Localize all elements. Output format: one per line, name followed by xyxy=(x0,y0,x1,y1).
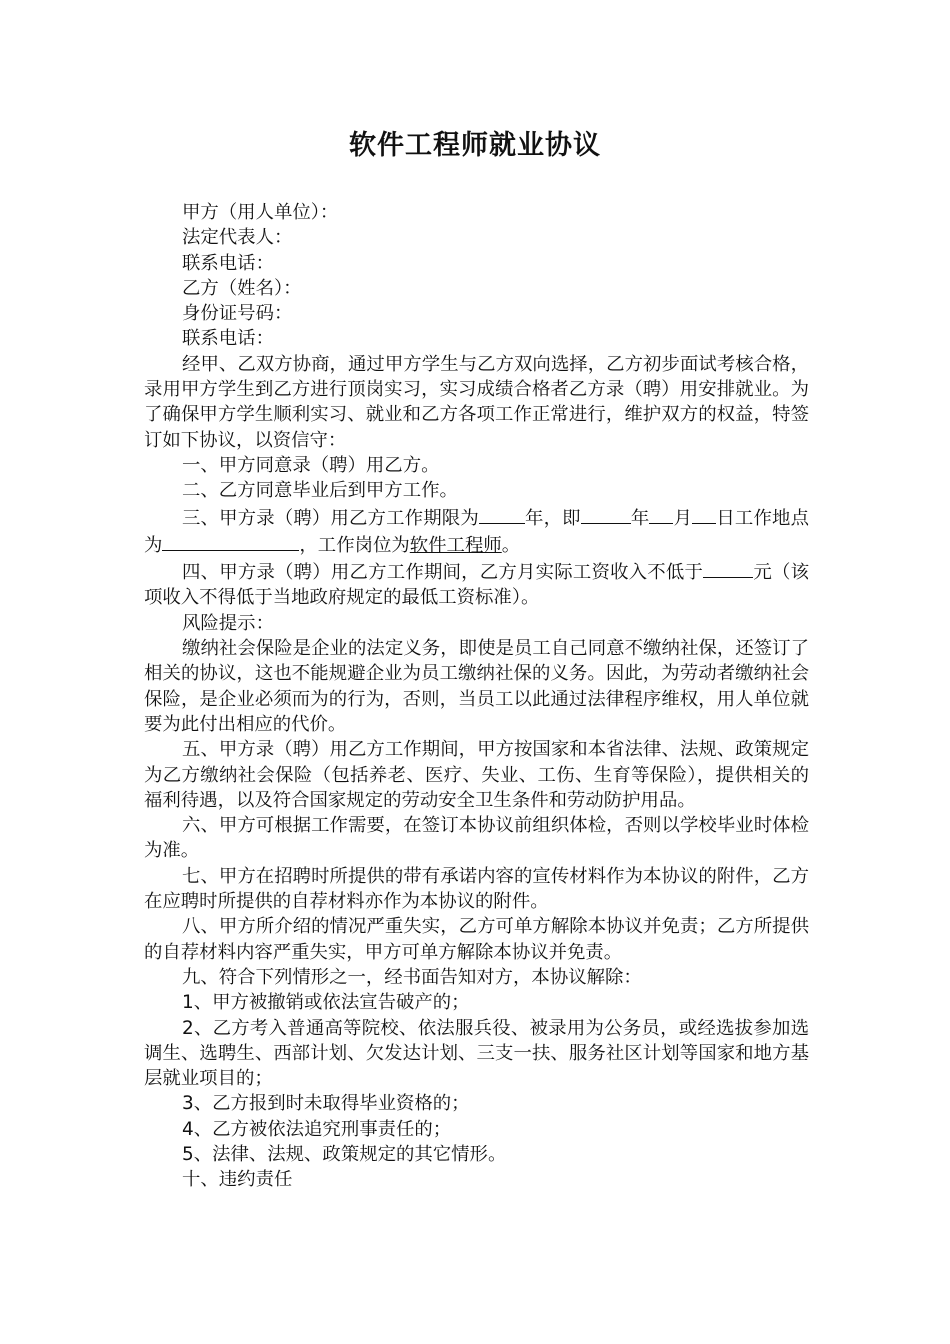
clause-3-text-a: 三、甲方录（聘）用乙方工作期限为 xyxy=(182,507,479,529)
clause-9-item-5: 5、法律、法规、政策规定的其它情形。 xyxy=(182,1143,507,1165)
id-number-line: 身份证号码： xyxy=(182,303,293,325)
start-year-blank xyxy=(581,504,631,524)
clause-8: 八、甲方所介绍的情况严重失实，乙方可单方解除本协议并免责；乙方所提供的自荐材料内容严重失实，甲方可单方解除本协议并免责。 xyxy=(144,916,809,963)
clause-3-text-c: 年 xyxy=(630,507,650,529)
clause-9-item-3: 3、乙方报到时未取得毕业资格的； xyxy=(182,1093,470,1115)
term-years-blank xyxy=(479,504,525,524)
clause-9: 九、符合下列情形之一，经书面告知对方，本协议解除： xyxy=(182,966,642,988)
clause-9-item-4: 4、乙方被依法追究刑事责任的； xyxy=(182,1118,452,1140)
clause-3-text-b: 年，即 xyxy=(524,507,581,529)
clause-3-text-g: 。 xyxy=(501,534,521,556)
clause-6: 六、甲方可根据工作需要，在签订本协议前组织体检，否则以学校毕业时体检为准。 xyxy=(144,815,809,862)
start-day-blank xyxy=(692,504,716,524)
party-b-line: 乙方（姓名）： xyxy=(182,277,302,299)
risk-paragraph: 缴纳社会保险是企业的法定义务，即使是员工自己同意不缴纳社保，还签订了相关的协议，这也不能规避企业为员工缴纳社保的义务。因此，为劳动者缴纳社会保险，是企业必须而为的行为，否则，当员工以此通过法律程序维权，用人单位就要为此付出相应的代价。 xyxy=(144,638,809,735)
clause-3-text-e: 日工作地点为 xyxy=(144,507,809,556)
phone-b-line: 联系电话： xyxy=(182,328,274,350)
clause-3-text-d: 月 xyxy=(673,507,693,529)
clause-4-text-a: 四、甲方录（聘）用乙方工作期间，乙方月实际工资收入不低于 xyxy=(182,562,704,584)
intro-paragraph: 经甲、乙双方协商，通过甲方学生与乙方双向选择，乙方初步面试考核合格，录用甲方学生到乙方进行顶岗实习，实习成绩合格者乙方录（聘）用安排就业。为了确保甲方学生顺利实习、就业和乙方各项工作正常进行，维护双方的权益，特签订如下协议，以资信守： xyxy=(144,353,809,451)
salary-blank xyxy=(703,558,753,578)
clause-5: 五、甲方录（聘）用乙方工作期间，甲方按国家和本省法律、法规、政策规定为乙方缴纳社会保险（包括养老、医疗、失业、工伤、生育等保险），提供相关的福利待遇，以及符合国家规定的劳动安全卫生条件和劳动防护用品。 xyxy=(144,739,809,811)
start-month-blank xyxy=(649,504,673,524)
clause-2: 二、乙方同意毕业后到甲方工作。 xyxy=(182,480,458,502)
phone-a-line: 联系电话： xyxy=(182,252,274,274)
clause-4 xyxy=(144,558,809,611)
clause-3-text-f: ，工作岗位为 xyxy=(299,534,410,556)
clause-3 xyxy=(144,504,809,559)
legal-rep-line: 法定代表人： xyxy=(182,227,293,249)
work-location-blank xyxy=(162,531,299,551)
clause-4-text-b: 元（该项收入不得低于当地政府规定的最低工资标准）。 xyxy=(144,562,809,609)
clause-1: 一、甲方同意录（聘）用乙方。 xyxy=(182,454,440,476)
risk-label: 风险提示： xyxy=(182,612,274,634)
clause-9-item-2: 2、乙方考入普通高等院校、依法服兵役、被录用为公务员，或经选拔参加选调生、选聘生、西部计划、欠发达计划、三支一扶、服务社区计划等国家和地方基层就业项目的； xyxy=(144,1017,809,1090)
clause-9-item-1: 1、甲方被撤销或依法宣告破产的； xyxy=(182,992,470,1014)
clause-7: 七、甲方在招聘时所提供的带有承诺内容的宣传材料作为本协议的附件，乙方在应聘时所提供的自荐材料亦作为本协议的附件。 xyxy=(144,865,809,913)
document-body xyxy=(144,200,809,1193)
party-a-line: 甲方（用人单位）： xyxy=(182,202,339,223)
document-title: 软件工程师就业协议 xyxy=(349,130,601,161)
clause-10: 十、违约责任 xyxy=(182,1169,293,1191)
position-value: 软件工程师 xyxy=(409,534,502,556)
